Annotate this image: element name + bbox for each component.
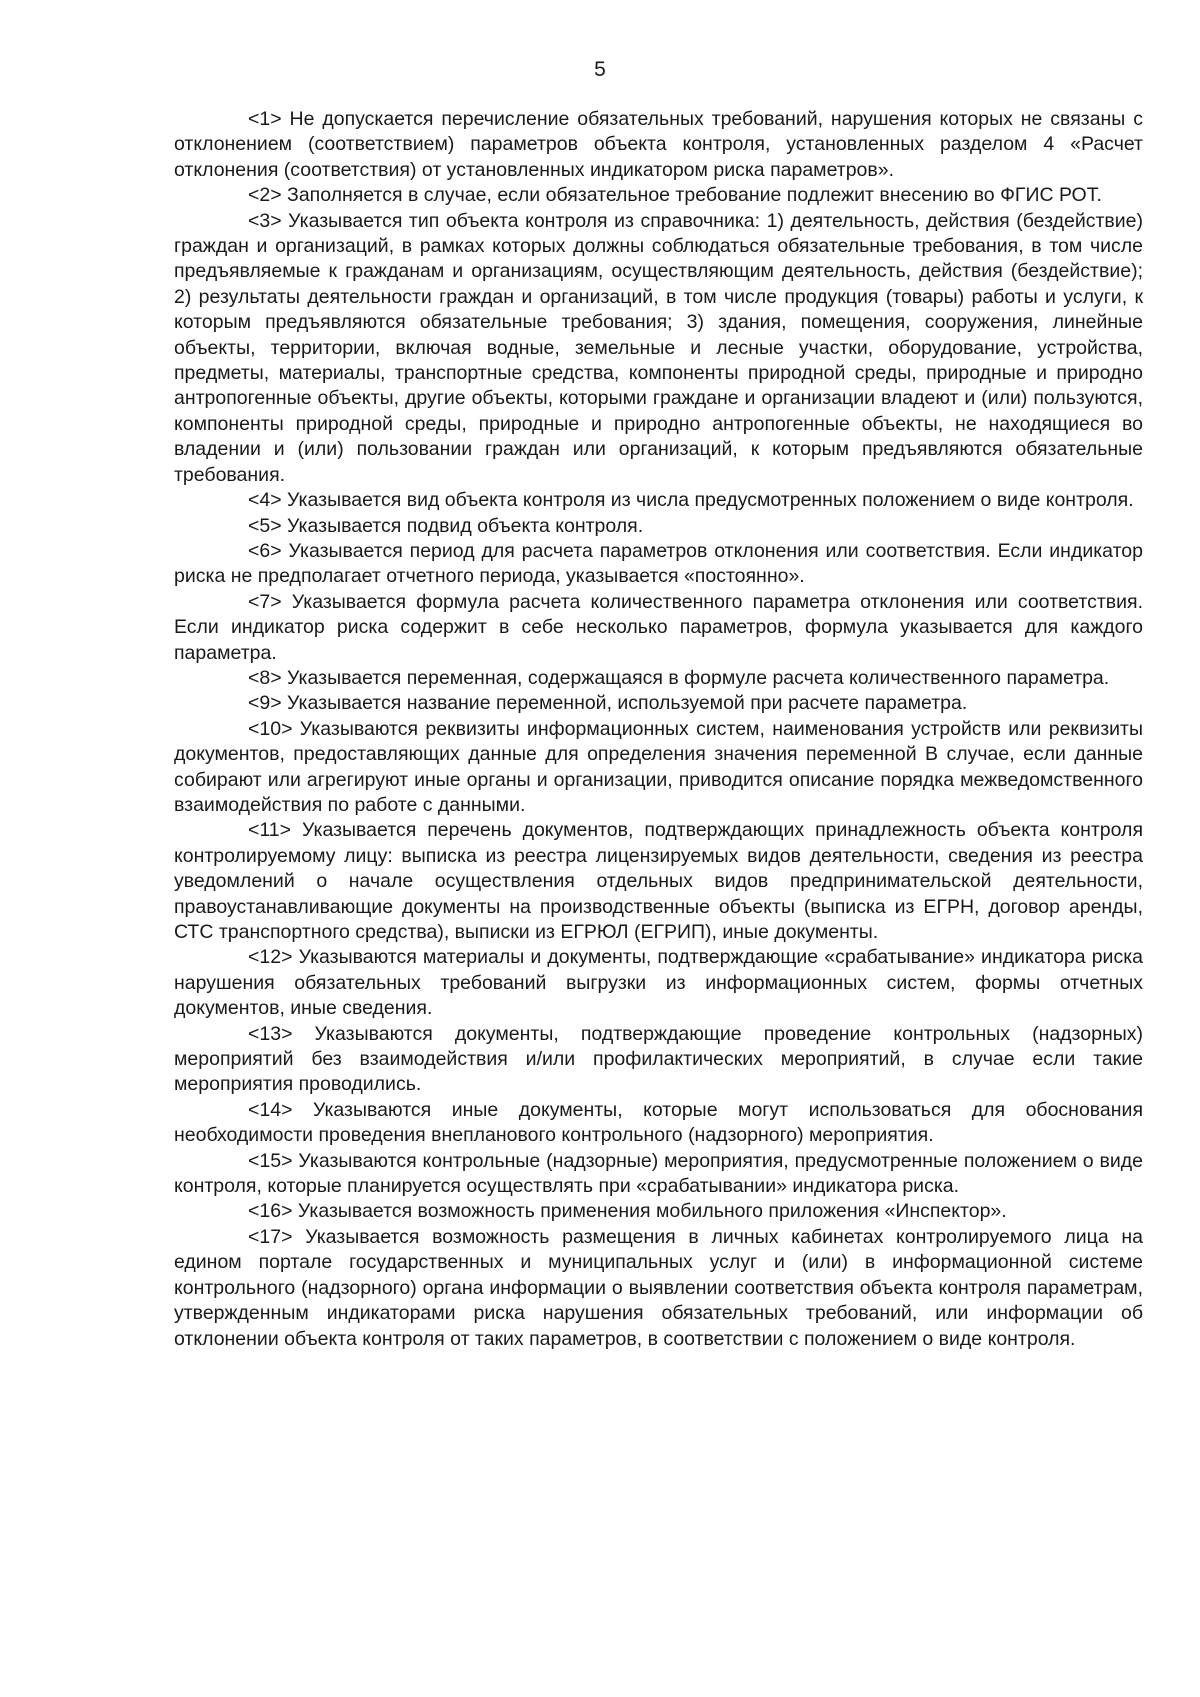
footnote-4: <4> Указывается вид объекта контроля из числа предусмотренных положением о виде контроля.: [248, 489, 1134, 512]
footnote-15: <15> Указываются контрольные (надзорные) мероприятия, предусмотренные положением о виде контроля, которые планируется осуществлять при «срабатывании» индикатора риска.: [174, 1149, 1143, 1198]
footnote-10: <10> Указываются реквизиты информационных систем, наименования устройств или реквизиты документов, предоставляющих данные для определения значения переменной В случае, если данные собирают или агрегируют иные органы и организации, приводится описание порядка межведомственного взаимодействия по работе с данными.: [174, 717, 1143, 816]
footnote-2: <2> Заполняется в случае, если обязательное требование подлежит внесению во ФГИС РОТ.: [248, 184, 1102, 207]
footnote-12: <12> Указываются материалы и документы, подтверждающие «срабатывание» индикатора риска нарушения обязательных требований выгрузки из информационных систем, формы отчетных документов, иные сведения.: [174, 946, 1143, 1020]
footnote-16: <16> Указывается возможность применения мобильного приложения «Инспектор».: [248, 1200, 1007, 1223]
footnote-1: <1> Не допускается перечисление обязательных требований, нарушения которых не связаны с отклонением (соответствием) параметров объекта контроля, установленных разделом 4 «Расчет отклонения (соответствия) от установленных индикатором риска параметров».: [174, 108, 1143, 181]
footnote-14: <14> Указываются иные документы, которые могут использоваться для обоснования необходимости проведения внепланового контрольного (надзорного) мероприятия.: [174, 1098, 1143, 1147]
footnote-7: <7> Указывается формула расчета количественного параметра отклонения или соответствия. Если индикатор риска содержит в себе несколько параметров, формула указывается для каждого параметра.: [174, 590, 1143, 664]
footnote-11: <11> Указывается перечень документов, подтверждающих принадлежность объекта контроля контролируемому лицу: выписка из реестра лицензируемых видов деятельности, сведения из реестра уведомлений о начале осуществления отдельных видов предпринимательской деятельности, правоустанавливающие документы на производственные объекты (выписка из ЕГРН, договор аренды, СТС транспортного средства), выписки из ЕГРЮЛ (ЕГРИП), иные документы.: [174, 819, 1143, 943]
footnote-5: <5> Указывается подвид объекта контроля.: [248, 514, 644, 537]
footnote-8: <8> Указывается переменная, содержащаяся в формуле расчета количественного параметра.: [248, 666, 1110, 689]
page-number: 5: [594, 58, 606, 81]
footnotes-list: [174, 107, 1143, 1352]
footnote-3: <3> Указывается тип объекта контроля из справочника: 1) деятельность, действия (бездействие) граждан и организаций, в рамках которых должны соблюдаться обязательные требования, в том числе предъявляемые к гражданам и организациям, осуществляющим деятельность, действия (бездействие); 2) результаты деятельности граждан и организаций, в том числе продукция (товары) работы и услуги, к которым предъявляются обязательные требования; 3) здания, помещения, сооружения, линейные объекты, территории, включая водные, земельные и лесные участки, оборудование, устройства, предметы, материалы, транспортные средства, компоненты природной среды, природные и природно антропогенные объекты, другие объекты, которыми граждане и организации владеют и (или) пользуются, компоненты природной среды, природные и природно антропогенные объекты, не находящиеся во владении и (или) пользовании граждан или организаций, к которым предъявляются обязательные требования.: [174, 209, 1143, 486]
footnote-6: <6> Указывается период для расчета параметров отклонения или соответствия. Если индикатор риска не предполагает отчетного периода, указывается «постоянно».: [174, 539, 1143, 588]
footnote-9: <9> Указывается название переменной, используемой при расчете параметра.: [248, 692, 968, 715]
footnote-13: <13> Указываются документы, подтверждающие проведение контрольных (надзорных) мероприятий без взаимодействия и/или профилактических мероприятий, в случае если такие мероприятия проводились.: [174, 1022, 1143, 1096]
footnote-17: <17> Указывается возможность размещения в личных кабинетах контролируемого лица на едином портале государственных и муниципальных услуг и (или) в информационной системе контрольного (надзорного) органа информации о выявлении соответствия объекта контроля параметрам, утвержденным индикаторами риска нарушения обязательных требований, или информации об отклонении объекта контроля от таких параметров, в соответствии с положением о виде контроля.: [174, 1225, 1143, 1350]
